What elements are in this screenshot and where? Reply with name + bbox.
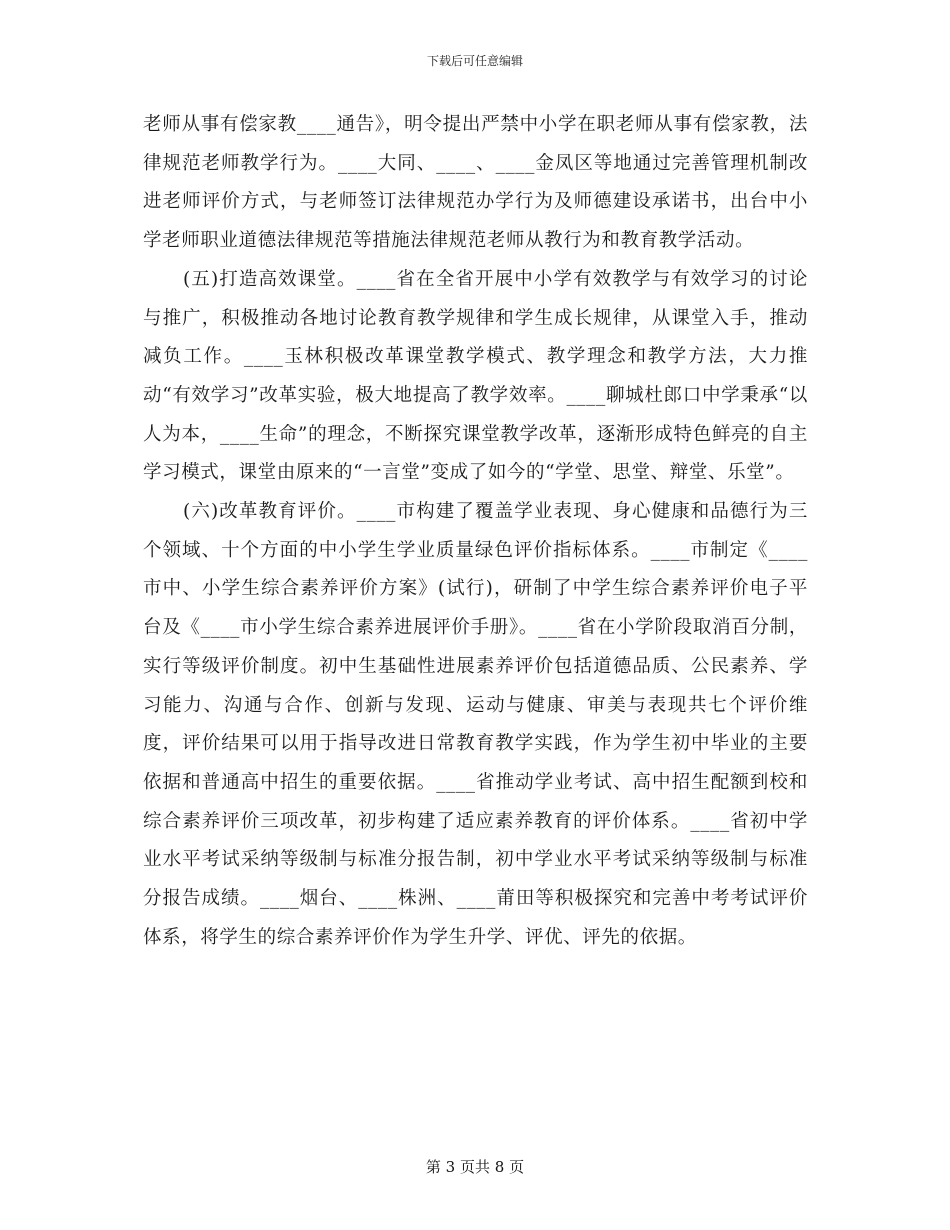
paragraph-education-evaluation: (六)改革教育评价。____市构建了覆盖学业表现、身心健康和品德行为三个领域、十个方面的中小学生学业质量绿色评价指标体系。____市制定《____市中、小学生综合素养评价方案》(试行)，研制了中学生综合素养评价电子平台及《____市小学生综合素养进展评价手册》。____省在小学阶段取消百分制，实行等级评价制度。初中生基础性进展素养评价包括道德品质、公民素养、学习能力、沟通与合作、创新与发现、运动与健康、审美与表现共七个评价维度，评价结果可以用于指导改进日常教育教学实践，作为学生初中毕业的主要依据和普通高中招生的重要依据。____省推动学业考试、高中招生配额到校和综合素养评价三项改革，初步构建了适应素养教育的评价体系。____省初中学业水平考试采纳等级制与标准分报告制，初中学业水平考试采纳等级制与标准分报告成绩。____烟台、____株洲、____莆田等积极探究和完善中考考试评价体系，将学生的综合素养评价作为学生升学、评优、评先的依据。 xyxy=(143,501,808,948)
paragraph-efficient-classroom: (五)打造高效课堂。____省在全省开展中小学有效教学与有效学习的讨论与推广，积极推动各地讨论教育教学规律和学生成长规律，从课堂入手，推动减负工作。____玉林积极改革课堂教学模式、教学理念和教学方法，大力推动“有效学习”改革实验，极大地提高了教学效率。____聊城杜郎口中学秉承“以人为本，____生命”的理念，不断探究课堂教学改革，逐渐形成特色鲜亮的自主学习模式，课堂由原来的“一言堂”变成了如今的“学堂、思堂、辩堂、乐堂”。 xyxy=(143,268,808,484)
document-body xyxy=(143,106,808,957)
page-header: 下载后可任意编辑 xyxy=(426,54,523,68)
page-number: 第 3 页共 8 页 xyxy=(425,1158,525,1176)
paragraph-teacher-conduct: 老师从事有偿家教____通告》，明令提出严禁中小学在职老师从事有偿家教，法律规范老师教学行为。____大同、____、____金凤区等地通过完善管理机制改进老师评价方式，与老师签订法律规范办学行为及师德建设承诺书，出台中小学老师职业道德法律规范等措施法律规范老师从教行为和教育教学活动。 xyxy=(143,114,808,252)
